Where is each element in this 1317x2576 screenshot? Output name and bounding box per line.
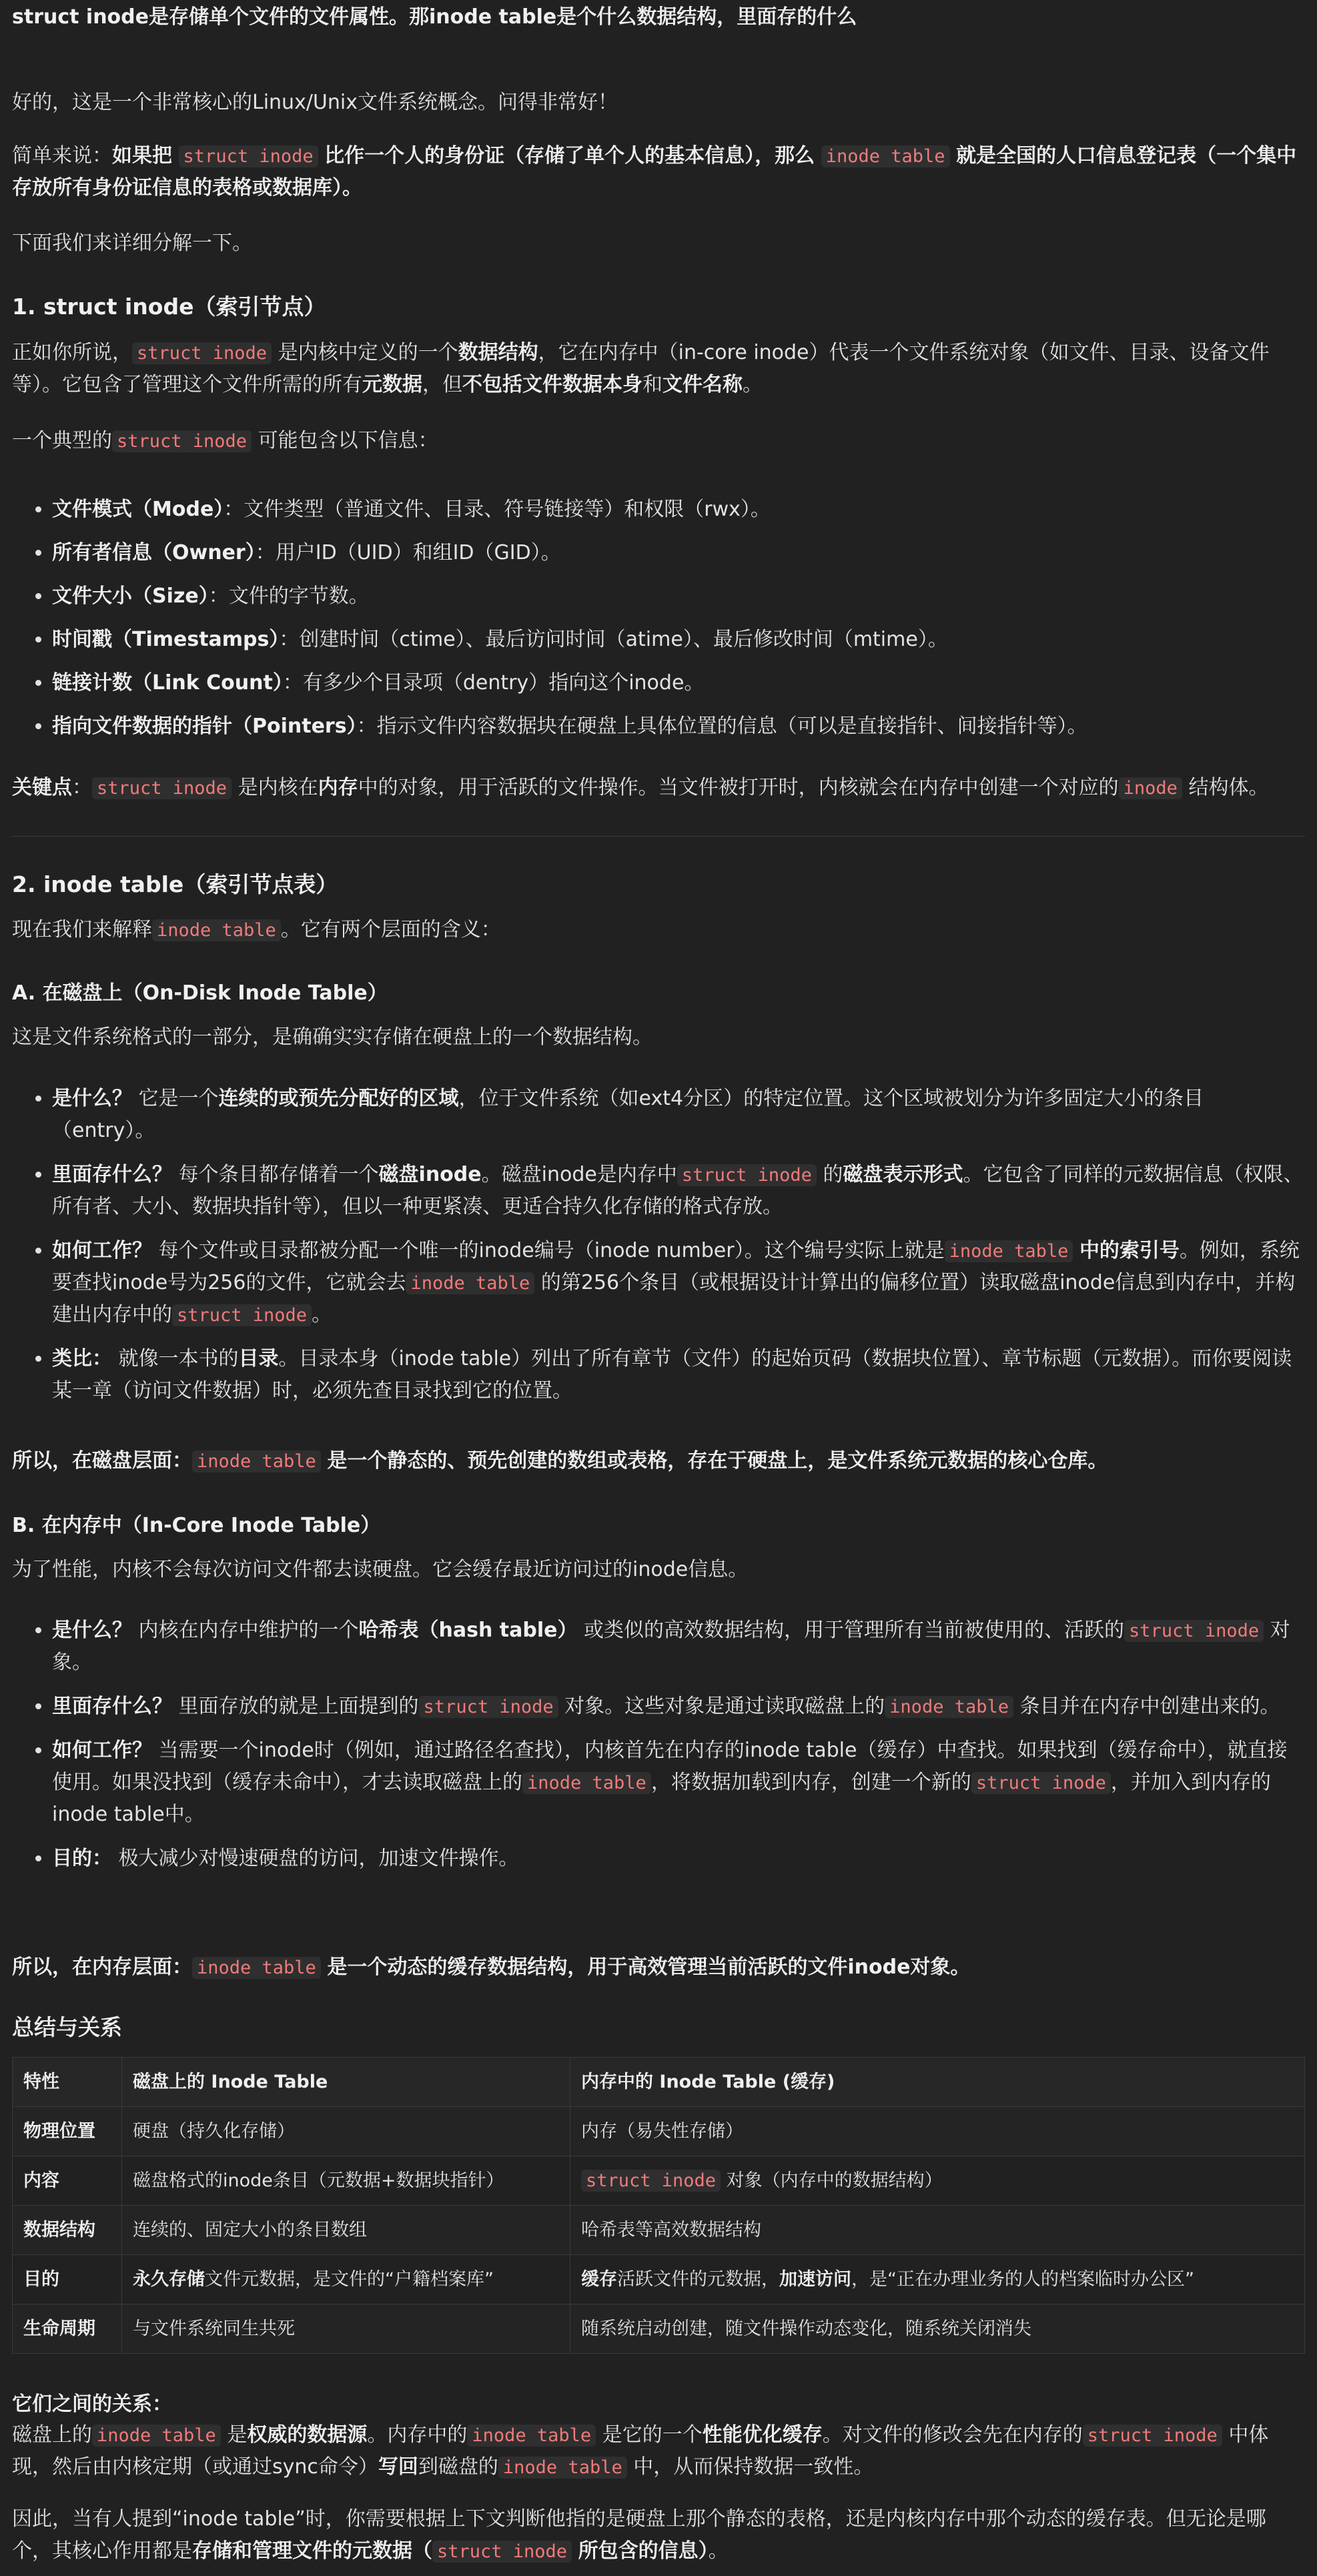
code-struct-inode: struct inode	[179, 145, 318, 167]
list-item: • 链接计数（Link Count）：有多少个目录项（dentry）指向这个inode。	[52, 661, 1305, 705]
intro-simple: 简单来说：如果把 struct inode 比作一个人的身份证（存储了单个人的基本信息），那么 inode table 就是全国的人口信息登记表（一个集中存放所有身份证信息的表格或数据库）。	[12, 144, 1297, 199]
table-header: 磁盘上的 Inode Table	[122, 2058, 570, 2107]
table-cell: 缓存活跃文件的元数据，加速访问，是“正在办理业务的人的档案临时办公区”	[570, 2255, 1305, 2304]
list-item: • 里面存什么？ 里面存放的就是上面提到的 struct inode 对象。这些对象是通过读取磁盘上的 inode table 条目并在内存中创建出来的。	[52, 1691, 1305, 1723]
section1-para2: 一个典型的 struct inode 可能包含以下信息：	[12, 429, 438, 452]
relation-para2: 因此，当有人提到“inode table”时，你需要根据上下文判断他指的是硬盘上那个静态的表格，还是内核内存中那个动态的缓存表。但无论是哪个，其核心作用都是存储和管理文件的元数据（ struct inode 所包含的信息）。	[12, 2507, 1266, 2563]
table-cell: 内容	[13, 2156, 122, 2206]
table-row	[13, 2304, 1305, 2354]
list-item: • 时间戳（Timestamps）：创建时间（ctime）、最后访问时间（atime）、最后修改时间（mtime）。	[52, 618, 1305, 661]
list-item: • 里面存什么？ 每个条目都存储着一个磁盘inode。磁盘inode是内存中 struct inode 的磁盘表示形式。它包含了同样的元数据信息（权限、所有者、大小、数据块指针等），但以一种更紧凑、更适合持久化存储的格式存放。	[52, 1159, 1305, 1223]
table-row	[13, 2255, 1305, 2304]
table-cell: 连续的、固定大小的条目数组	[122, 2206, 570, 2255]
table-header: 内存中的 Inode Table (缓存)	[570, 2058, 1305, 2107]
table-cell: 永久存储文件元数据，是文件的“户籍档案库”	[122, 2255, 570, 2304]
list-item: • 文件大小（Size）：文件的字节数。	[52, 574, 1305, 618]
table-cell: 数据结构	[13, 2206, 122, 2255]
user-question: struct inode是存储单个文件的文件属性。那inode table是个什么数据结构，里面存的什么	[12, 5, 857, 29]
list-item: • 是什么？ 内核在内存中维护的一个哈希表（hash table） 或类似的高效数据结构，用于管理所有当前被使用的、活跃的 struct inode 对象。	[52, 1615, 1305, 1679]
list-item: • 类比： 就像一本书的目录。目录本身（inode table）列出了所有章节（文件）的起始页码（数据块位置）、章节标题（元数据）。而你要阅读某一章（访问文件数据）时，必须先查目录找到它的位置。	[52, 1343, 1305, 1407]
table-cell: struct inode 对象（内存中的数据结构）	[570, 2156, 1305, 2206]
section1-title: 1. struct inode（索引节点）	[12, 294, 326, 320]
subsection-a-desc: 这是文件系统格式的一部分，是确确实实存储在硬盘上的一个数据结构。	[12, 1025, 652, 1049]
section1-para1: 正如你所说， struct inode 是内核中定义的一个数据结构，它在内存中（in-core inode）代表一个文件系统对象（如文件、目录、设备文件等）。它包含了管理这个文件所需的所有元数据，但不包括文件数据本身和文件名称。	[12, 341, 1270, 396]
list-item: • 指向文件数据的指针（Pointers）：指示文件内容数据块在硬盘上具体位置的信息（可以是直接指针、间接指针等）。	[52, 705, 1305, 748]
list-item: • 如何工作？ 当需要一个inode时（例如，通过路径名查找），内核首先在内存的inode table（缓存）中查找。如果找到（缓存命中），就直接使用。如果没找到（缓存未命中），才去读取磁盘上的 inode table ，将数据加载到内存，创建一个新的 struct inode ，并加入到内存的inode table中。	[52, 1735, 1305, 1831]
summary-title: 总结与关系	[12, 2014, 122, 2040]
ondisk-list	[12, 1083, 1305, 1407]
table-cell: 哈希表等高效数据结构	[570, 2206, 1305, 2255]
list-item: • 文件模式（Mode）：文件类型（普通文件、目录、符号链接等）和权限（rwx）。	[52, 488, 1305, 531]
table-cell: 磁盘格式的inode条目（元数据+数据块指针）	[122, 2156, 570, 2206]
incore-summary: 所以，在内存层面： inode table 是一个动态的缓存数据结构，用于高效管理当前活跃的文件inode对象。	[12, 1956, 971, 1979]
ondisk-summary: 所以，在磁盘层面： inode table 是一个静态的、预先创建的数组或表格，存在于硬盘上，是文件系统元数据的核心仓库。	[12, 1449, 1108, 1472]
list-item: • 目的： 极大减少对慢速硬盘的访问，加速文件操作。	[52, 1843, 1305, 1875]
section2-title: 2. inode table（索引节点表）	[12, 871, 338, 897]
table-cell: 物理位置	[13, 2107, 122, 2156]
table-cell: 硬盘（持久化存储）	[122, 2107, 570, 2156]
list-item: • 是什么？ 它是一个连续的或预先分配好的区域，位于文件系统（如ext4分区）的特定位置。这个区域被划分为许多固定大小的条目（entry）。	[52, 1083, 1305, 1147]
relation-para1: 磁盘上的 inode table 是权威的数据源。内存中的 inode table 是它的一个性能优化缓存。对文件的修改会先在内存的 struct inode 中体现，然后由内核定期（或通过sync命令）写回到磁盘的 inode table 中，从而保持数据一致性。	[12, 2423, 1269, 2479]
intro-greeting: 好的，这是一个非常核心的Linux/Unix文件系统概念。问得非常好！	[12, 91, 618, 114]
table-header: 特性	[13, 2058, 122, 2107]
table-header-row	[13, 2058, 1305, 2107]
list-item: • 如何工作？ 每个文件或目录都被分配一个唯一的inode编号（inode number）。这个编号实际上就是 inode table 中的索引号。例如，系统要查找inode号为256的文件，它就会去 inode table 的第256个条目（或根据设计计算出的偏移位置）读取磁盘inode信息到内存中，并构建出内存中的 struct inode 。	[52, 1235, 1305, 1331]
table-row	[13, 2206, 1305, 2255]
divider	[12, 836, 1305, 837]
inode-fields-list	[12, 488, 1305, 748]
subsection-a-title: A. 在磁盘上（On-Disk Inode Table）	[12, 981, 388, 1005]
table-cell: 随系统启动创建，随文件操作动态变化，随系统关闭消失	[570, 2304, 1305, 2354]
section1-keypoint: 关键点： struct inode 是内核在内存中的对象，用于活跃的文件操作。当文件被打开时，内核就会在内存中创建一个对应的 inode 结构体。	[12, 776, 1269, 799]
subsection-b-title: B. 在内存中（In-Core Inode Table）	[12, 1514, 381, 1537]
table-cell: 与文件系统同生共死	[122, 2304, 570, 2354]
table-cell: 目的	[13, 2255, 122, 2304]
intro-detail: 下面我们来详细分解一下。	[12, 232, 252, 255]
subsection-b-desc: 为了性能，内核不会每次访问文件都去读硬盘。它会缓存最近访问过的inode信息。	[12, 1558, 749, 1581]
list-item: • 所有者信息（Owner）：用户ID（UID）和组ID（GID）。	[52, 531, 1305, 574]
section2-para1: 现在我们来解释 inode table 。它有两个层面的含义：	[12, 918, 501, 941]
table-cell: 生命周期	[13, 2304, 122, 2354]
incore-list	[12, 1615, 1305, 1875]
summary-table	[12, 2057, 1305, 2354]
table-row	[13, 2107, 1305, 2156]
table-cell: 内存（易失性存储）	[570, 2107, 1305, 2156]
code-inode-table: inode table	[821, 145, 950, 167]
relation-title: 它们之间的关系：	[12, 2393, 172, 2416]
table-row	[13, 2156, 1305, 2206]
